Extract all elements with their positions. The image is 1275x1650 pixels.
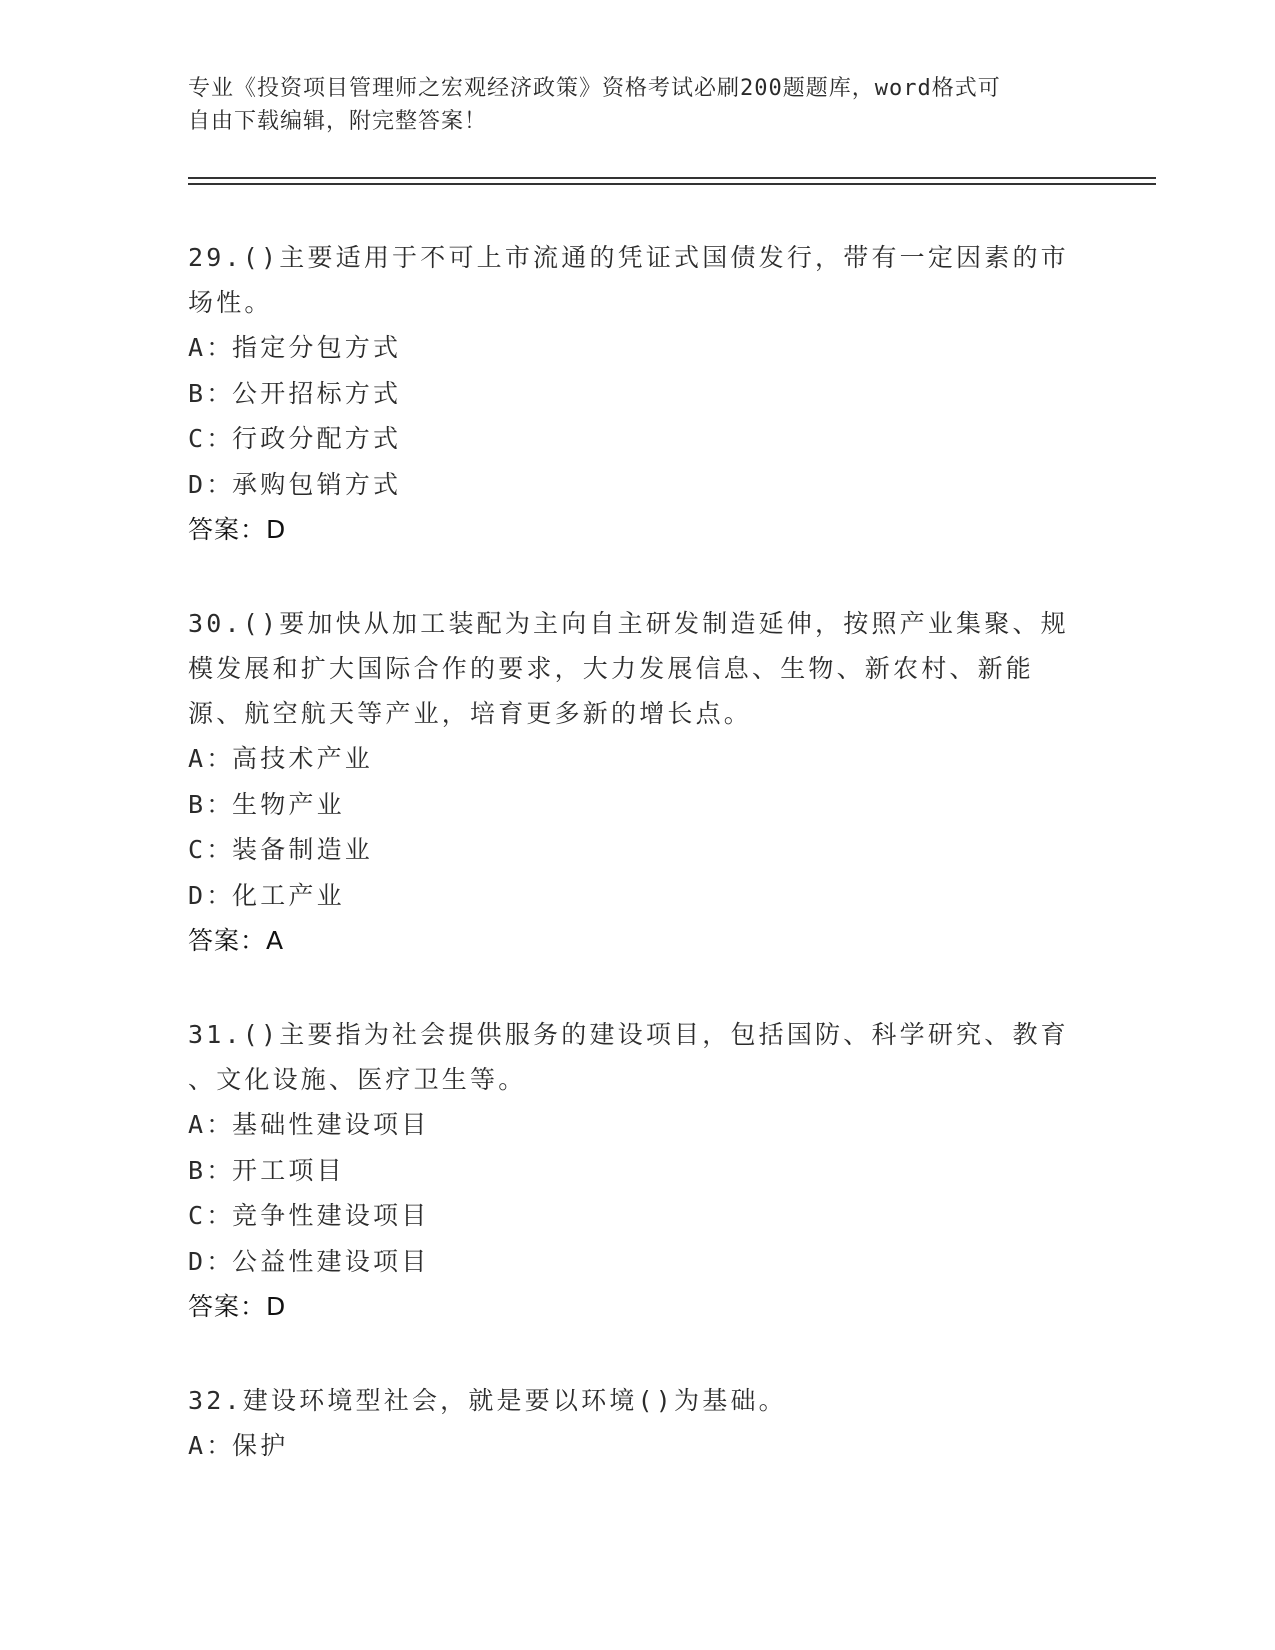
- option-text: 承购包销方式: [232, 469, 402, 499]
- answer-label: 答案：A: [188, 926, 285, 955]
- option-d: [188, 873, 1088, 919]
- option-a: [188, 1423, 1088, 1469]
- option-d: [188, 462, 1088, 508]
- question-stem: [188, 1012, 1088, 1102]
- option-text: 高技术产业: [232, 744, 374, 773]
- question-stem-line: 场性。: [188, 288, 273, 317]
- question-stem-line: 29.()主要适用于不可上市流通的凭证式国债发行，带有一定因素的市: [188, 243, 1069, 272]
- option-key: D：: [188, 469, 235, 499]
- question-stem-line: 32.建设环境型社会，就是要以环境()为基础。: [188, 1386, 787, 1415]
- option-c: [188, 1193, 1088, 1239]
- option-key: D：: [188, 880, 235, 910]
- option-text: 竞争性建设项目: [232, 1201, 430, 1230]
- option-key: A：: [188, 1110, 235, 1139]
- option-b: [188, 371, 1088, 417]
- header-line-1: 专业《投资项目管理师之宏观经济政策》资格考试必刷200题题库，word格式可: [188, 76, 1001, 101]
- question-stem-line: 源、航空航天等产业，培育更多新的增长点。: [188, 699, 753, 728]
- option-d: [188, 1239, 1088, 1285]
- option-a: [188, 736, 1088, 782]
- question-stem-line: 30.()要加快从加工装配为主向自主研发制造延伸，按照产业集聚、规: [188, 609, 1069, 638]
- option-key: C：: [188, 835, 235, 864]
- option-text: 公益性建设项目: [232, 1246, 430, 1276]
- option-key: A：: [188, 1431, 235, 1460]
- option-key: A：: [188, 333, 235, 362]
- option-text: 公开招标方式: [232, 378, 402, 408]
- answer-label: 答案：D: [188, 515, 287, 544]
- question-stem-line: 模发展和扩大国际合作的要求，大力发展信息、生物、新农村、新能: [188, 654, 1035, 683]
- option-text: 化工产业: [232, 880, 345, 910]
- option-b: [188, 1148, 1088, 1194]
- question-31: [188, 1012, 1088, 1329]
- question-30: [188, 601, 1088, 963]
- option-key: B：: [188, 789, 235, 819]
- option-key: A：: [188, 744, 235, 773]
- option-text: 指定分包方式: [232, 333, 402, 362]
- document-header: [188, 72, 1068, 138]
- option-key: C：: [188, 1201, 235, 1230]
- question-stem-line: 、文化设施、医疗卫生等。: [188, 1065, 527, 1094]
- option-text: 开工项目: [232, 1155, 345, 1185]
- option-key: C：: [188, 424, 235, 453]
- header-divider-top: [188, 177, 1156, 179]
- question-stem: [188, 601, 1088, 736]
- option-text: 行政分配方式: [232, 424, 402, 453]
- option-text: 装备制造业: [232, 835, 374, 864]
- option-text: 保护: [232, 1431, 289, 1460]
- question-stem: [188, 235, 1088, 325]
- question-stem-line: 31.()主要指为社会提供服务的建设项目，包括国防、科学研究、教育: [188, 1020, 1069, 1049]
- option-text: 生物产业: [232, 789, 345, 819]
- option-key: B：: [188, 1155, 235, 1185]
- header-line-2: 自由下载编辑，附完整答案！: [188, 109, 488, 134]
- option-a: [188, 1102, 1088, 1148]
- question-stem: [188, 1378, 1088, 1423]
- option-b: [188, 782, 1088, 828]
- option-c: [188, 827, 1088, 873]
- question-29: [188, 235, 1088, 552]
- option-a: [188, 325, 1088, 371]
- question-32: [188, 1378, 1088, 1469]
- option-key: B：: [188, 378, 235, 408]
- answer-label: 答案：D: [188, 1292, 287, 1321]
- header-divider-bottom: [188, 183, 1156, 185]
- question-list: [188, 235, 1088, 1518]
- option-c: [188, 416, 1088, 462]
- option-key: D：: [188, 1246, 235, 1276]
- option-text: 基础性建设项目: [232, 1110, 430, 1139]
